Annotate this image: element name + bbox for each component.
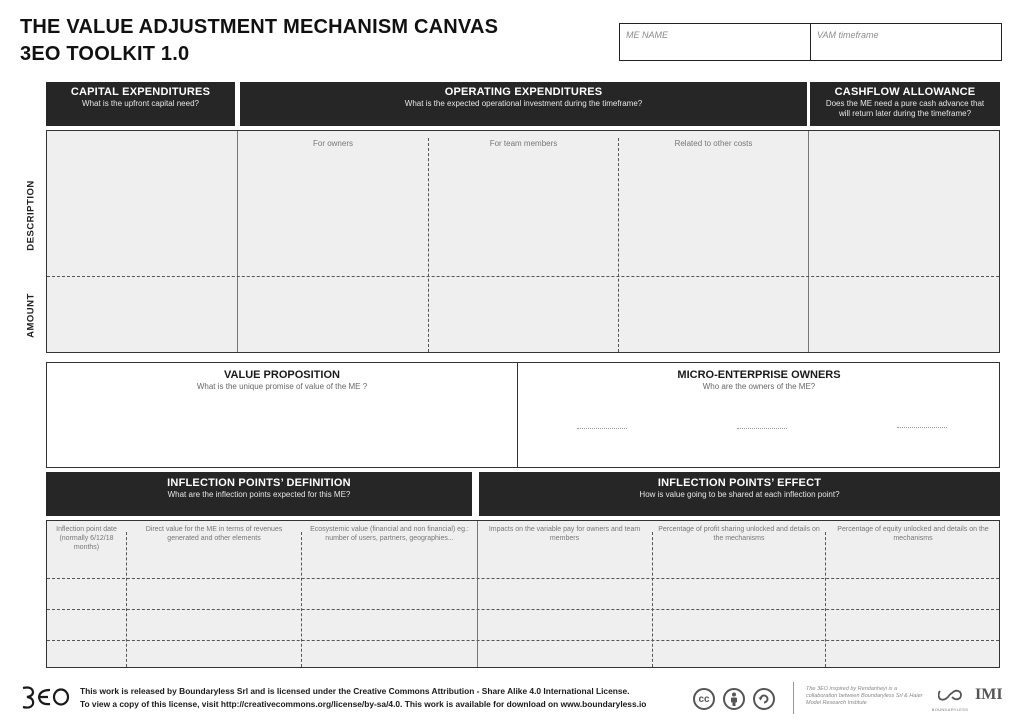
inflection-column-variable-pay: Impacts on the variable pay for owners and team members <box>488 526 641 542</box>
description-amount-divider <box>47 276 999 277</box>
cashflow-question-line2: will return later during the timeframe? <box>838 109 972 118</box>
opex-column-divider <box>428 138 429 352</box>
canvas-title: THE VALUE ADJUSTMENT MECHANISM CANVAS <box>20 16 499 38</box>
amount-row-label: AMOUNT <box>25 293 37 338</box>
owners-heading: MICRO-ENTERPRISE OWNERS <box>677 369 841 381</box>
inflection-effect-header <box>479 472 1000 516</box>
inflection-effect-question: How is value going to be shared at each inflection point? <box>639 490 840 499</box>
description-row-label: DESCRIPTION <box>25 180 37 251</box>
boundaryless-label: BOUNDARYLESS <box>931 707 969 712</box>
inflection-column-divider <box>825 532 826 667</box>
inflection-definition-header <box>46 472 472 516</box>
svg-text:3EO: 3EO <box>20 682 23 683</box>
inflection-definition-heading: INFLECTION POINTS’ DEFINITION <box>167 477 351 489</box>
3eo-logo <box>20 682 70 712</box>
inflection-effect-heading: INFLECTION POINTS’ EFFECT <box>657 477 822 489</box>
collaboration-note: The 3EO inspired by Rendanheyi is a collaboration between Boundaryless Srl & Haier Model Research Institute <box>806 686 923 706</box>
inflection-row-divider <box>47 609 999 610</box>
cc-icon: cc <box>693 688 715 710</box>
share-alike-icon <box>753 688 775 710</box>
capex-question: What is the upfront capital need? <box>82 99 199 108</box>
cashflow-heading: CASHFLOW ALLOWANCE <box>834 86 976 98</box>
opex-column-divider <box>618 138 619 352</box>
owner-slot[interactable] <box>577 428 627 429</box>
inflection-grid-divider <box>477 521 478 667</box>
imi-logo: IMI <box>975 686 1003 703</box>
inflection-column-direct-value: Direct value for the ME in terms of revenues generated and other elements <box>145 526 283 542</box>
inflection-row-divider <box>47 640 999 641</box>
license-line-1: This work is released by Boundaryless Srl and is licensed under the Creative Commons Attribution - Share Alike 4.0 International License. <box>80 686 630 696</box>
opex-question: What is the expected operational investment during the timeframe? <box>404 99 643 108</box>
value-proposition-question: What is the unique promise of value of the ME ? <box>196 382 368 391</box>
grid-divider <box>237 131 238 352</box>
toolkit-subtitle: 3EO TOOLKIT 1.0 <box>20 43 190 65</box>
value-proposition-section[interactable] <box>48 369 516 391</box>
capex-heading: CAPITAL EXPENDITURES <box>70 86 211 98</box>
footer-separator <box>793 682 794 714</box>
owners-section[interactable] <box>519 369 999 391</box>
owner-slot[interactable] <box>897 427 947 428</box>
inflection-definition-question: What are the inflection points expected for this ME? <box>167 490 351 499</box>
inflection-column-ecosystemic-value: Ecosystemic value (financial and non financial) eg.: number of users, partners, geographies... <box>310 526 469 542</box>
license-line-2: To view a copy of this license, visit http://creativecommons.org/license/by-sa/4.0. This work is available for download on www.boundaryless.io <box>80 699 647 709</box>
owners-question: Who are the owners of the ME? <box>702 382 816 391</box>
middle-divider <box>517 363 518 467</box>
inflection-column-date: Inflection point date (normally 6/12/18 months) <box>56 526 117 551</box>
attribution-icon <box>723 688 745 710</box>
expenditures-grid[interactable] <box>46 130 1000 353</box>
cashflow-header <box>810 82 1000 126</box>
inflection-row-divider <box>47 578 999 579</box>
vam-timeframe-field[interactable]: VAM timeframe <box>810 24 1001 60</box>
opex-column-owners: For owners <box>312 139 353 148</box>
capex-header <box>46 82 235 126</box>
value-proposition-heading: VALUE PROPOSITION <box>224 369 340 381</box>
opex-heading: OPERATING EXPENDITURES <box>444 86 603 98</box>
cashflow-question-line1: Does the ME need a pure cash advance that <box>825 99 985 108</box>
inflection-column-divider <box>126 532 127 667</box>
opex-column-other-costs: Related to other costs <box>674 139 753 148</box>
inflection-column-equity: Percentage of equity unlocked and details on the mechanisms <box>837 526 989 542</box>
grid-divider <box>808 131 809 352</box>
inflection-column-profit-sharing: Percentage of profit sharing unlocked and details on the mechanisms <box>658 526 820 542</box>
me-name-field[interactable]: ME NAME <box>626 30 669 40</box>
opex-column-team: For team members <box>489 139 558 148</box>
inflection-column-divider <box>652 532 653 667</box>
opex-header <box>240 82 807 126</box>
inflection-column-divider <box>301 532 302 667</box>
owner-slot[interactable] <box>737 428 787 429</box>
boundaryless-logo <box>930 688 970 710</box>
me-info-box <box>619 23 1002 61</box>
